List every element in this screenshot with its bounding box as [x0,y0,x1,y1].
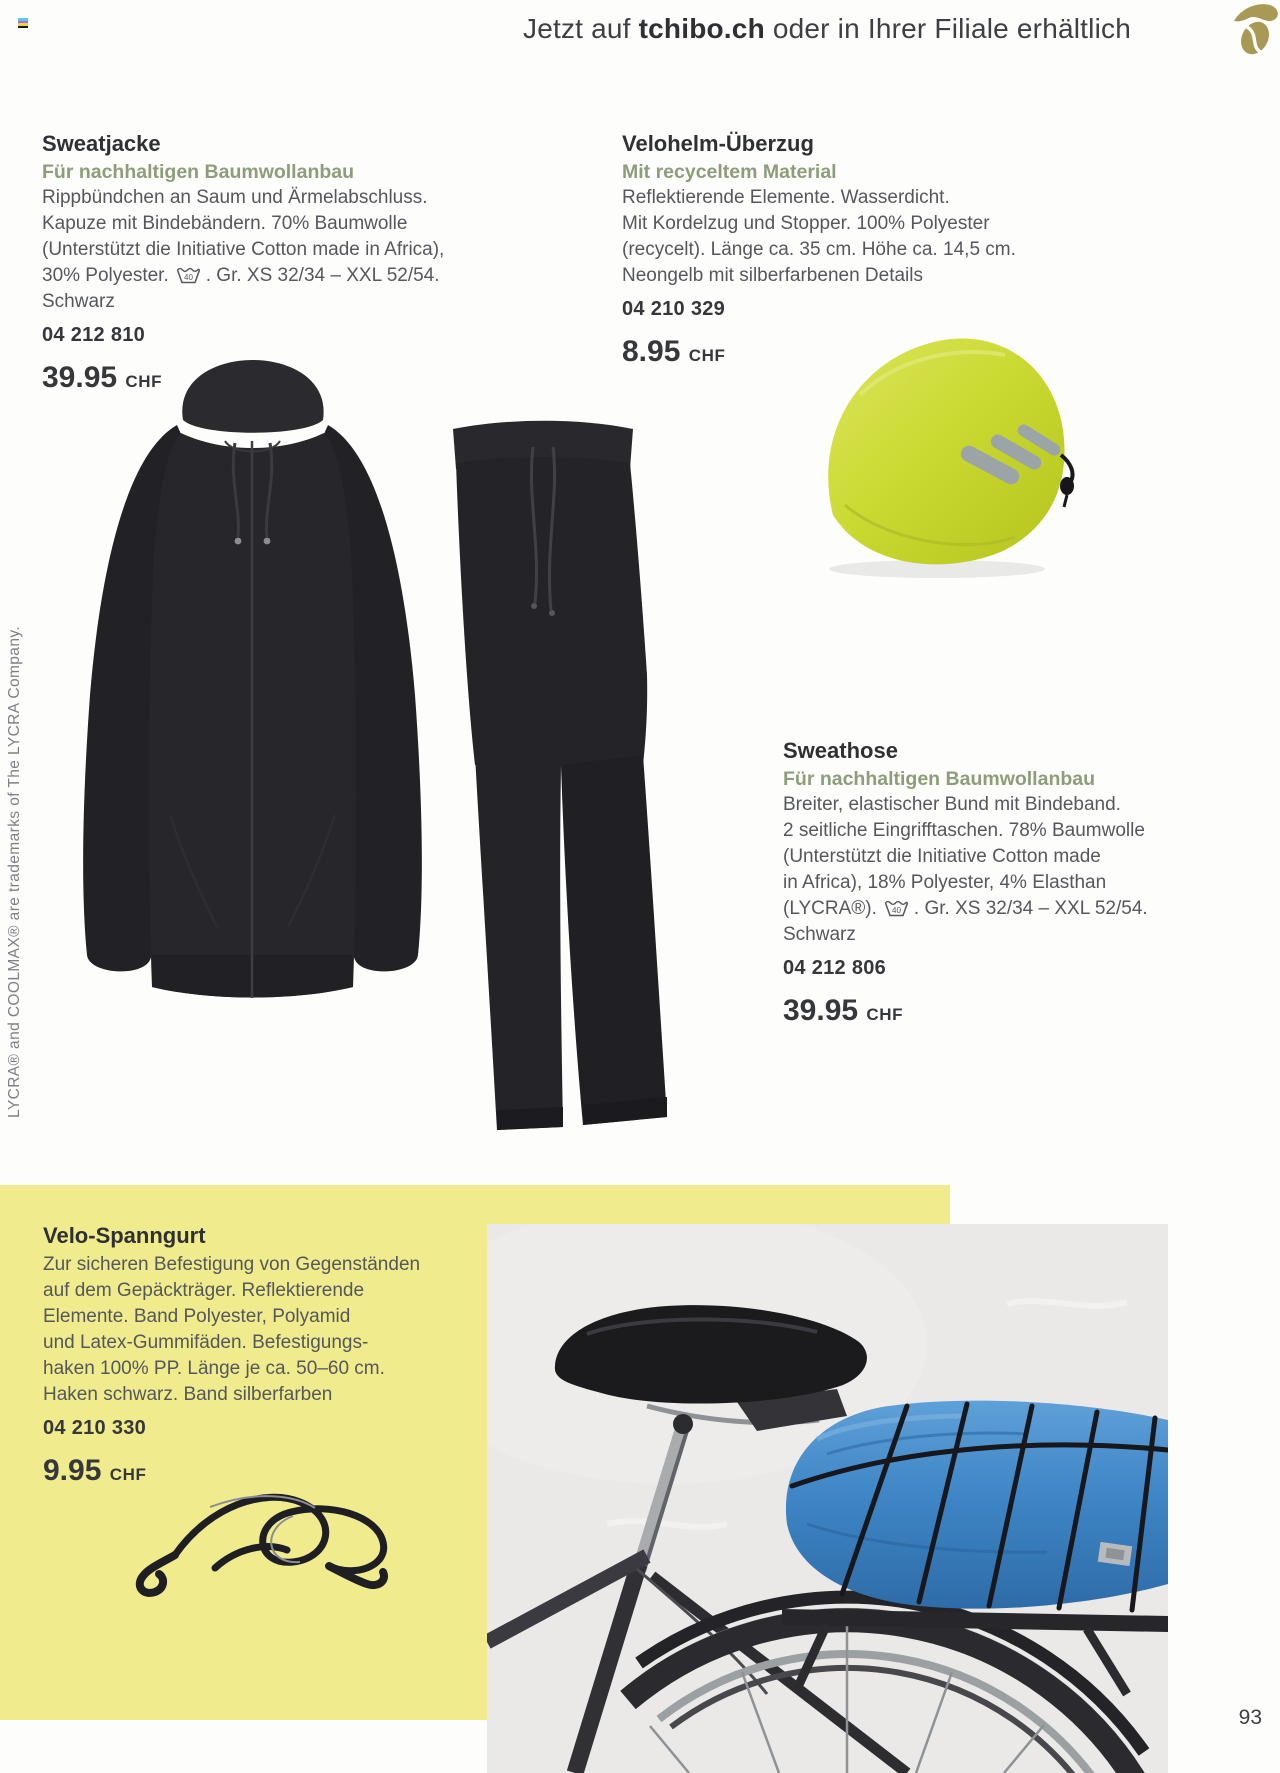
product-desc-line: in Africa), 18% Polyester, 4% Elasthan [783,872,1107,893]
bike-rack-photo [487,1224,1168,1773]
product-article-number: 04 210 330 [43,1417,147,1439]
size-line-post: . Gr. XS 32/34 – XXL 52/54. [205,265,440,286]
product-title: Velohelm-Überzug [622,131,814,156]
product-desc-line: Reflektierende Elemente. Wasserdicht. [622,187,950,208]
price-currency: CHF [866,1005,904,1024]
sweathose-product-photo [415,415,705,1145]
product-color-line: Schwarz [42,291,115,312]
product-title: Sweathose [783,738,898,763]
machine-wash-40-icon [884,898,909,917]
svg-text:40: 40 [183,273,193,282]
price-currency: CHF [125,372,163,391]
product-subtitle: Mit recyceltem Material [622,161,837,183]
price-value: 8.95 [622,335,681,368]
product-desc-line: auf dem Gepäckträger. Reflektierende [43,1280,365,1301]
product-desc-line: Haken schwarz. Band silberfarben [43,1384,333,1405]
price-currency: CHF [688,346,726,365]
product-desc-line: Zur sicheren Befestigung von Gegenständen [43,1254,421,1275]
product-desc-line: haken 100% PP. Länge je ca. 50–60 cm. [43,1358,385,1379]
header-availability-line [523,13,1131,45]
product-desc-line: und Latex-Gummifäden. Befestigungs- [43,1332,369,1353]
product-article-number: 04 210 329 [622,298,726,320]
product-subtitle: Für nachhaltigen Baumwollanbau [42,161,355,183]
product-desc-line: Neongelb mit silberfarbenen Details [622,265,923,286]
product-desc-line: Kapuze mit Bindebändern. 70% Baumwolle [42,213,408,234]
size-line-pre: (LYCRA®). [783,898,877,919]
product-size-line [783,896,1148,922]
sweatjacke-product-photo [55,315,450,1015]
velo-spanngurt-product-photo [115,1450,435,1600]
product-desc-line: (Unterstützt die Initiative Cotton made in Africa), [42,239,445,260]
product-desc-line: Mit Kordelzug und Stopper. 100% Polyester [622,213,990,234]
product-title: Velo-Spanngurt [43,1223,206,1248]
header-text-prefix: Jetzt auf [523,13,639,44]
product-desc-line: Rippbündchen an Saum und Ärmelabschluss. [42,187,428,208]
product-card-sweathose [783,737,1148,1028]
product-color-line: Schwarz [783,924,856,945]
print-mark-black-stripe [18,26,28,29]
velohelm-ueberzug-product-photo [805,315,1075,590]
product-article-number: 04 212 806 [783,957,887,979]
header-brand-url: tchibo.ch [638,13,765,44]
print-registration-mark-icon [18,18,28,28]
product-desc-line: (recycelt). Länge ca. 35 cm. Höhe ca. 14,5 cm. [622,239,1016,260]
price-value: 9.95 [43,1454,102,1487]
price-value: 39.95 [42,361,118,394]
lycra-trademark-note: LYCRA® and COOLMAX® are trademarks of The LYCRA Company. [6,625,23,1118]
product-article-number: 04 212 810 [42,324,146,346]
product-subtitle: Für nachhaltigen Baumwollanbau [783,768,1096,790]
size-line-pre: 30% Polyester. [42,265,169,286]
machine-wash-40-icon [176,265,201,284]
tchibo-bean-logo-icon [1228,1,1280,59]
product-desc-line: (Unterstützt die Initiative Cotton made [783,846,1101,867]
price-currency: CHF [109,1465,147,1484]
svg-text:40: 40 [891,906,901,915]
product-price [783,994,1148,1028]
product-title: Sweatjacke [42,131,161,156]
page-number: 93 [1238,1706,1262,1729]
price-value: 39.95 [783,994,859,1027]
size-line-post: . Gr. XS 32/34 – XXL 52/54. [913,898,1148,919]
product-desc-line: 2 seitliche Eingrifftaschen. 78% Baumwolle [783,820,1145,841]
product-desc-line: Breiter, elastischer Bund mit Bindeband. [783,794,1121,815]
product-size-line [42,263,444,289]
product-desc-line: Elemente. Band Polyester, Polyamid [43,1306,351,1327]
header-text-suffix: oder in Ihrer Filiale erhältlich [764,13,1131,44]
product-card-velo-spanngurt [43,1222,420,1488]
